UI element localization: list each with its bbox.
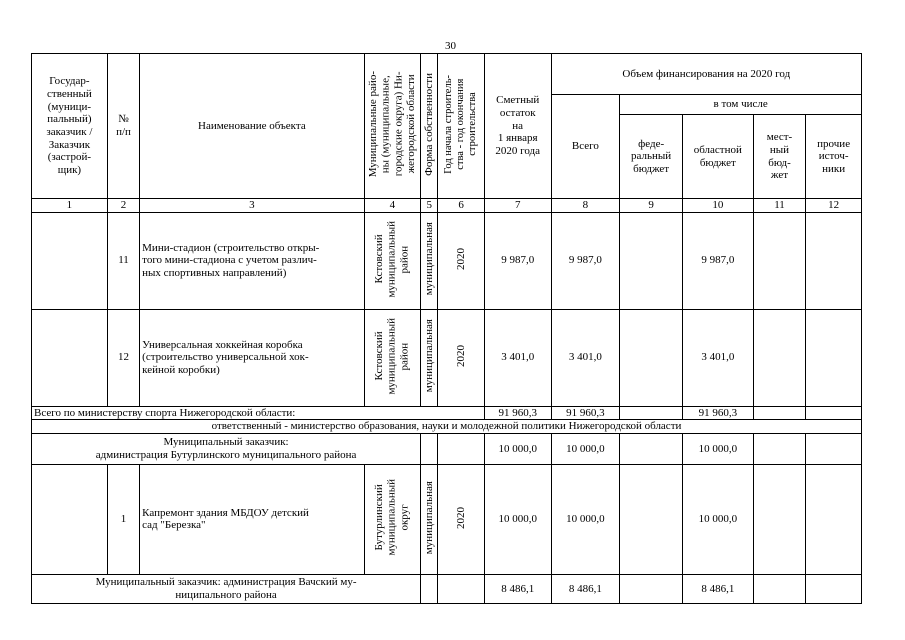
local-value (753, 406, 806, 420)
local-value (753, 309, 806, 406)
object-name: Капремонт здания МБДОУ детский сад "Березка" (140, 464, 364, 574)
ownership: муниципальная (422, 222, 435, 296)
col-num-11: 11 (753, 199, 806, 213)
year-cell (438, 309, 485, 406)
district: Бутурлинский муниципальный округ (373, 479, 411, 556)
year: 2020 (454, 506, 467, 529)
object-name: Мини-стадион (строительство откры- того мини-стадиона с учетом различ- ных спортивных направлений) (140, 212, 364, 309)
col-num-4: 4 (364, 199, 421, 213)
other-value (806, 406, 862, 420)
customer-cell (32, 464, 108, 574)
federal-value (620, 433, 683, 464)
total-value: 10 000,0 (551, 464, 620, 574)
other-value (806, 212, 862, 309)
responsible-row (32, 420, 862, 434)
total-value: 9 987,0 (551, 212, 620, 309)
district-cell (364, 309, 421, 406)
col-num-1: 1 (32, 199, 108, 213)
header-year: Год начала строитель- ства - год окончания строительства (443, 74, 479, 174)
header-funding: Объем финансирования на 2020 год (551, 54, 861, 95)
other-value (806, 433, 862, 464)
customer-cell (32, 212, 108, 309)
customer-label: Муниципальный заказчик: администрация Бутурлинского муниципального района (32, 433, 421, 464)
header-total: Всего (551, 95, 620, 199)
total-label: Всего по министерству спорта Нижегородской области: (32, 406, 485, 420)
financing-table (31, 53, 862, 604)
local-value (753, 574, 806, 603)
header-federal: феде- ральный бюджет (620, 115, 683, 199)
header-ownership: Форма собственности (422, 72, 435, 176)
header-object-name: Наименование объекта (140, 54, 364, 199)
estimate-value: 10 000,0 (484, 464, 551, 574)
federal-value (620, 212, 683, 309)
header-regional: областной бюджет (682, 115, 753, 199)
total-value: 91 960,3 (551, 406, 620, 420)
customer-row (32, 433, 862, 464)
estimate-value: 10 000,0 (484, 433, 551, 464)
row-number: 1 (107, 464, 139, 574)
col-num-8: 8 (551, 199, 620, 213)
year-cell (438, 212, 485, 309)
regional-value: 10 000,0 (682, 433, 753, 464)
header-district-cell (364, 54, 421, 199)
row-number: 12 (107, 309, 139, 406)
customer-label: Муниципальный заказчик: администрация Вачский му- ниципального района (32, 574, 421, 603)
district-cell (364, 464, 421, 574)
header-row-1 (32, 54, 862, 95)
federal-value (620, 464, 683, 574)
local-value (753, 433, 806, 464)
column-numbers-row (32, 199, 862, 213)
district: Кстовский муниципальный район (373, 317, 411, 395)
object-name: Универсальная хоккейная коробка (строительство универсальной хок- кейной коробки) (140, 309, 364, 406)
ownership-cell (421, 464, 438, 574)
total-value: 10 000,0 (551, 433, 620, 464)
header-number: № п/п (107, 54, 139, 199)
estimate-value: 9 987,0 (484, 212, 551, 309)
estimate-value: 91 960,3 (484, 406, 551, 420)
customer-cell (32, 309, 108, 406)
header-district: Муниципальные райо- ны (муниципальные, городские округа) Ни- жегородской области (367, 71, 417, 178)
district: Кстовский муниципальный район (373, 220, 411, 298)
federal-value (620, 574, 683, 603)
ownership: муниципальная (422, 480, 435, 555)
year-cell (438, 433, 485, 464)
ownership-cell (421, 574, 438, 603)
year: 2020 (454, 344, 467, 367)
header-customer: Государ- ственный (муници- пальный) заказчик / Заказчик (застрой- щик) (32, 54, 108, 199)
year-cell (438, 464, 485, 574)
row-number: 11 (107, 212, 139, 309)
federal-value (620, 309, 683, 406)
other-value (806, 464, 862, 574)
col-num-10: 10 (682, 199, 753, 213)
ownership: муниципальная (422, 319, 435, 393)
total-value: 3 401,0 (551, 309, 620, 406)
table-row (32, 212, 862, 309)
col-num-9: 9 (620, 199, 683, 213)
header-ownership-cell (421, 54, 438, 199)
federal-value (620, 406, 683, 420)
customer-row (32, 574, 862, 603)
district-cell (364, 212, 421, 309)
estimate-value: 3 401,0 (484, 309, 551, 406)
regional-value: 8 486,1 (682, 574, 753, 603)
col-num-6: 6 (438, 199, 485, 213)
year-cell (438, 574, 485, 603)
ownership-cell (421, 212, 438, 309)
header-other: прочие источ- ники (806, 115, 862, 199)
col-num-7: 7 (484, 199, 551, 213)
local-value (753, 212, 806, 309)
regional-value: 9 987,0 (682, 212, 753, 309)
regional-value: 10 000,0 (682, 464, 753, 574)
total-value: 8 486,1 (551, 574, 620, 603)
table-row (32, 309, 862, 406)
estimate-value: 8 486,1 (484, 574, 551, 603)
other-value (806, 574, 862, 603)
responsible-label: ответственный - министерство образования, науки и молодежной политики Нижегородской области (32, 420, 862, 434)
year: 2020 (454, 247, 467, 270)
header-including: в том числе (620, 95, 862, 115)
table-row (32, 464, 862, 574)
regional-value: 3 401,0 (682, 309, 753, 406)
ownership-cell (421, 433, 438, 464)
other-value (806, 309, 862, 406)
col-num-5: 5 (421, 199, 438, 213)
total-row (32, 406, 862, 420)
col-num-2: 2 (107, 199, 139, 213)
regional-value: 91 960,3 (682, 406, 753, 420)
col-num-3: 3 (140, 199, 364, 213)
page-number: 30 (445, 40, 456, 52)
col-num-12: 12 (806, 199, 862, 213)
ownership-cell (421, 309, 438, 406)
header-estimate: Сметный остаток на 1 января 2020 года (484, 54, 551, 199)
header-local: мест- ный бюд- жет (753, 115, 806, 199)
header-year-cell (438, 54, 485, 199)
local-value (753, 464, 806, 574)
